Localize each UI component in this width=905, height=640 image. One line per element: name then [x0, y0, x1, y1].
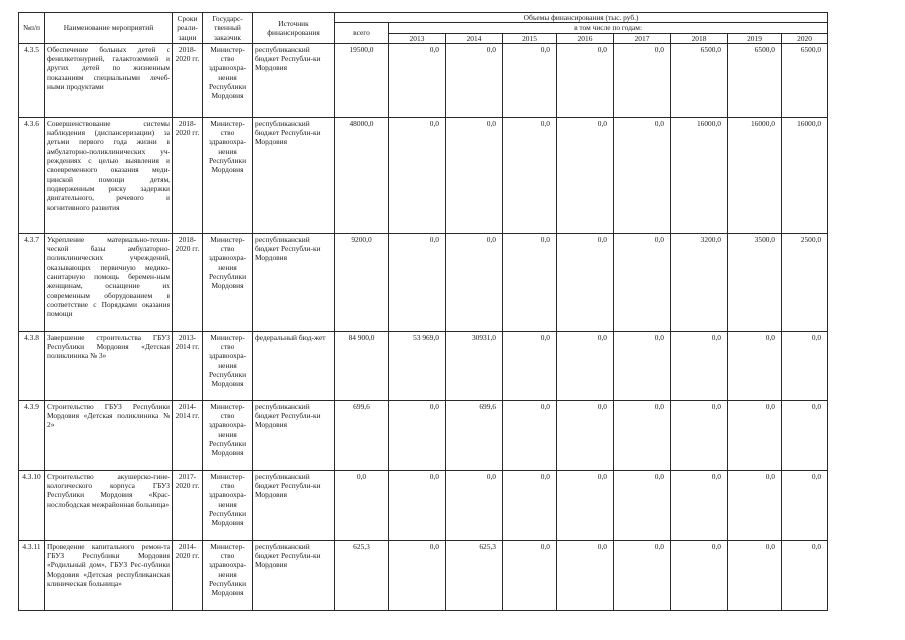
header-total: всего — [335, 23, 389, 44]
row-year-value: 0,0 — [671, 540, 728, 610]
row-year-value: 16000,0 — [728, 117, 782, 233]
row-year-value: 0,0 — [503, 540, 557, 610]
row-period: 2014-2020 гг. — [173, 540, 203, 610]
header-name: Наименование мероприятий — [45, 13, 173, 44]
row-year-value: 0,0 — [446, 470, 503, 540]
row-year-value: 0,0 — [728, 470, 782, 540]
header-num: №п/п — [19, 13, 45, 44]
table-row — [19, 540, 828, 610]
row-year-value: 16000,0 — [671, 117, 728, 233]
row-year-value: 0,0 — [728, 331, 782, 400]
row-num: 4.3.7 — [19, 233, 45, 331]
row-total: 19500,0 — [335, 43, 389, 117]
table-row — [19, 43, 828, 117]
header-year: 2017 — [614, 33, 671, 43]
header-incl: в том числе по годам: — [389, 23, 828, 33]
row-year-value: 0,0 — [671, 400, 728, 470]
row-year-value: 0,0 — [446, 233, 503, 331]
row-year-value: 6500,0 — [671, 43, 728, 117]
row-year-value: 16000,0 — [782, 117, 828, 233]
row-year-value: 699,6 — [446, 400, 503, 470]
row-year-value: 0,0 — [557, 233, 614, 331]
header-year: 2013 — [389, 33, 446, 43]
row-period: 2018-2020 гг. — [173, 117, 203, 233]
row-name: Проведение капитального ремон-та ГБУЗ Республики Мордовия «Родильный дом», ГБУЗ Рес-публики Мордовия «Детская республиканская клиническая больница» — [45, 540, 173, 610]
row-period: 2018-2020 гг. — [173, 233, 203, 331]
row-total: 699,6 — [335, 400, 389, 470]
row-name: Совершенствование системы наблюдения (диспансеризации) за детьми первого года жизни в амбулаторно-поликлинических уч-реждениях с целью выявления и своевременного оказания меди-цинской помощи детям, подверженным риску задержки двигательного, речевого и когнитивного развития — [45, 117, 173, 233]
row-year-value: 0,0 — [557, 43, 614, 117]
row-period: 2013-2014 гг. — [173, 331, 203, 400]
row-customer: Министер-ство здравоохра-нения Республики Мордовия — [203, 540, 253, 610]
funding-table — [18, 12, 828, 611]
row-year-value: 0,0 — [671, 470, 728, 540]
row-year-value: 0,0 — [389, 400, 446, 470]
table-row — [19, 117, 828, 233]
row-year-value: 53 969,0 — [389, 331, 446, 400]
row-year-value: 0,0 — [557, 540, 614, 610]
row-year-value: 0,0 — [782, 540, 828, 610]
row-total: 84 900,0 — [335, 331, 389, 400]
row-year-value: 0,0 — [614, 331, 671, 400]
row-num: 4.3.10 — [19, 470, 45, 540]
row-name: Обеспечение больных детей с фенилкетонурией, галактоземией и других детей по жизненным показаниям специальными лечеб-ными продуктами — [45, 43, 173, 117]
header-source: Источник финансирования — [253, 13, 335, 44]
row-source: федеральный бюд-жет — [253, 331, 335, 400]
row-num: 4.3.5 — [19, 43, 45, 117]
row-total: 625,3 — [335, 540, 389, 610]
row-customer: Министер-ство здравоохра-нения Республики Мордовия — [203, 233, 253, 331]
row-year-value: 2500,0 — [782, 233, 828, 331]
row-customer: Министер-ство здравоохра-нения Республики Мордовия — [203, 400, 253, 470]
row-year-value: 0,0 — [503, 400, 557, 470]
row-year-value: 0,0 — [503, 470, 557, 540]
row-name: Завершение строительства ГБУЗ Республики Мордовия «Детская поликлиника № 3» — [45, 331, 173, 400]
row-year-value: 3500,0 — [728, 233, 782, 331]
row-period: 2014-2014 гг. — [173, 400, 203, 470]
row-year-value: 0,0 — [503, 331, 557, 400]
row-source: республиканский бюджет Республи-ки Мордовия — [253, 470, 335, 540]
header-year: 2015 — [503, 33, 557, 43]
row-year-value: 0,0 — [389, 470, 446, 540]
row-year-value: 0,0 — [614, 43, 671, 117]
row-num: 4.3.6 — [19, 117, 45, 233]
row-year-value: 0,0 — [389, 117, 446, 233]
row-name: Строительство акушерско-гине-кологического корпуса ГБУЗ Республики Мордовия «Крас-нослободская межрайонная больница» — [45, 470, 173, 540]
row-customer: Министер-ство здравоохра-нения Республики Мордовия — [203, 331, 253, 400]
table-row — [19, 470, 828, 540]
row-year-value: 0,0 — [389, 540, 446, 610]
row-year-value: 0,0 — [557, 331, 614, 400]
header-volume: Объемы финансирования (тыс. руб.) — [335, 13, 828, 23]
row-customer: Министер-ство здравоохра-нения Республики Мордовия — [203, 470, 253, 540]
row-year-value: 0,0 — [557, 117, 614, 233]
header-year: 2016 — [557, 33, 614, 43]
row-name: Укрепление материально-техни-ческой базы амбулаторно-поликлинических учреждений, оказывающих первичную медико-санитарную помощь беремен-ным женщинам, оснащение их современным оборудованием в соответствие с Порядками оказания помощи — [45, 233, 173, 331]
row-year-value: 0,0 — [389, 43, 446, 117]
row-year-value: 0,0 — [728, 400, 782, 470]
row-num: 4.3.9 — [19, 400, 45, 470]
row-source: республиканский бюджет Республи-ки Мордовия — [253, 540, 335, 610]
row-year-value: 0,0 — [782, 331, 828, 400]
row-year-value: 0,0 — [503, 43, 557, 117]
row-year-value: 0,0 — [782, 470, 828, 540]
row-num: 4.3.8 — [19, 331, 45, 400]
table-row — [19, 233, 828, 331]
row-year-value: 0,0 — [614, 117, 671, 233]
header-year: 2018 — [671, 33, 728, 43]
row-name: Строительство ГБУЗ Республики Мордовия «Детская поликлиника № 2» — [45, 400, 173, 470]
row-year-value: 0,0 — [503, 233, 557, 331]
row-year-value: 0,0 — [614, 233, 671, 331]
row-total: 0,0 — [335, 470, 389, 540]
table-row — [19, 331, 828, 400]
header-year: 2014 — [446, 33, 503, 43]
row-year-value: 0,0 — [614, 540, 671, 610]
row-year-value: 0,0 — [557, 400, 614, 470]
row-source: республиканский бюджет Республи-ки Мордовия — [253, 233, 335, 331]
row-period: 2017-2020 гг. — [173, 470, 203, 540]
header-customer: Государс-твенный заказчик — [203, 13, 253, 44]
row-year-value: 0,0 — [389, 233, 446, 331]
header-year: 2019 — [728, 33, 782, 43]
row-customer: Министер-ство здравоохра-нения Республики Мордовия — [203, 43, 253, 117]
row-customer: Министер-ство здравоохра-нения Республики Мордовия — [203, 117, 253, 233]
row-year-value: 625,3 — [446, 540, 503, 610]
row-source: республиканский бюджет Республи-ки Мордовия — [253, 117, 335, 233]
header-period: Сроки реали-зации — [173, 13, 203, 44]
row-total: 48000,0 — [335, 117, 389, 233]
row-year-value: 0,0 — [614, 470, 671, 540]
row-year-value: 0,0 — [614, 400, 671, 470]
row-year-value: 0,0 — [446, 43, 503, 117]
row-year-value: 0,0 — [671, 331, 728, 400]
row-year-value: 0,0 — [503, 117, 557, 233]
row-year-value: 6500,0 — [782, 43, 828, 117]
row-year-value: 6500,0 — [728, 43, 782, 117]
row-year-value: 30931,0 — [446, 331, 503, 400]
row-year-value: 0,0 — [728, 540, 782, 610]
row-source: республиканский бюджет Республи-ки Мордовия — [253, 400, 335, 470]
row-source: республиканский бюджет Республи-ки Мордовия — [253, 43, 335, 117]
row-year-value: 0,0 — [446, 117, 503, 233]
row-year-value: 3200,0 — [671, 233, 728, 331]
row-num: 4.3.11 — [19, 540, 45, 610]
row-total: 9200,0 — [335, 233, 389, 331]
row-year-value: 0,0 — [782, 400, 828, 470]
header-year: 2020 — [782, 33, 828, 43]
row-period: 2018-2020 гг. — [173, 43, 203, 117]
row-year-value: 0,0 — [557, 470, 614, 540]
table-row — [19, 400, 828, 470]
